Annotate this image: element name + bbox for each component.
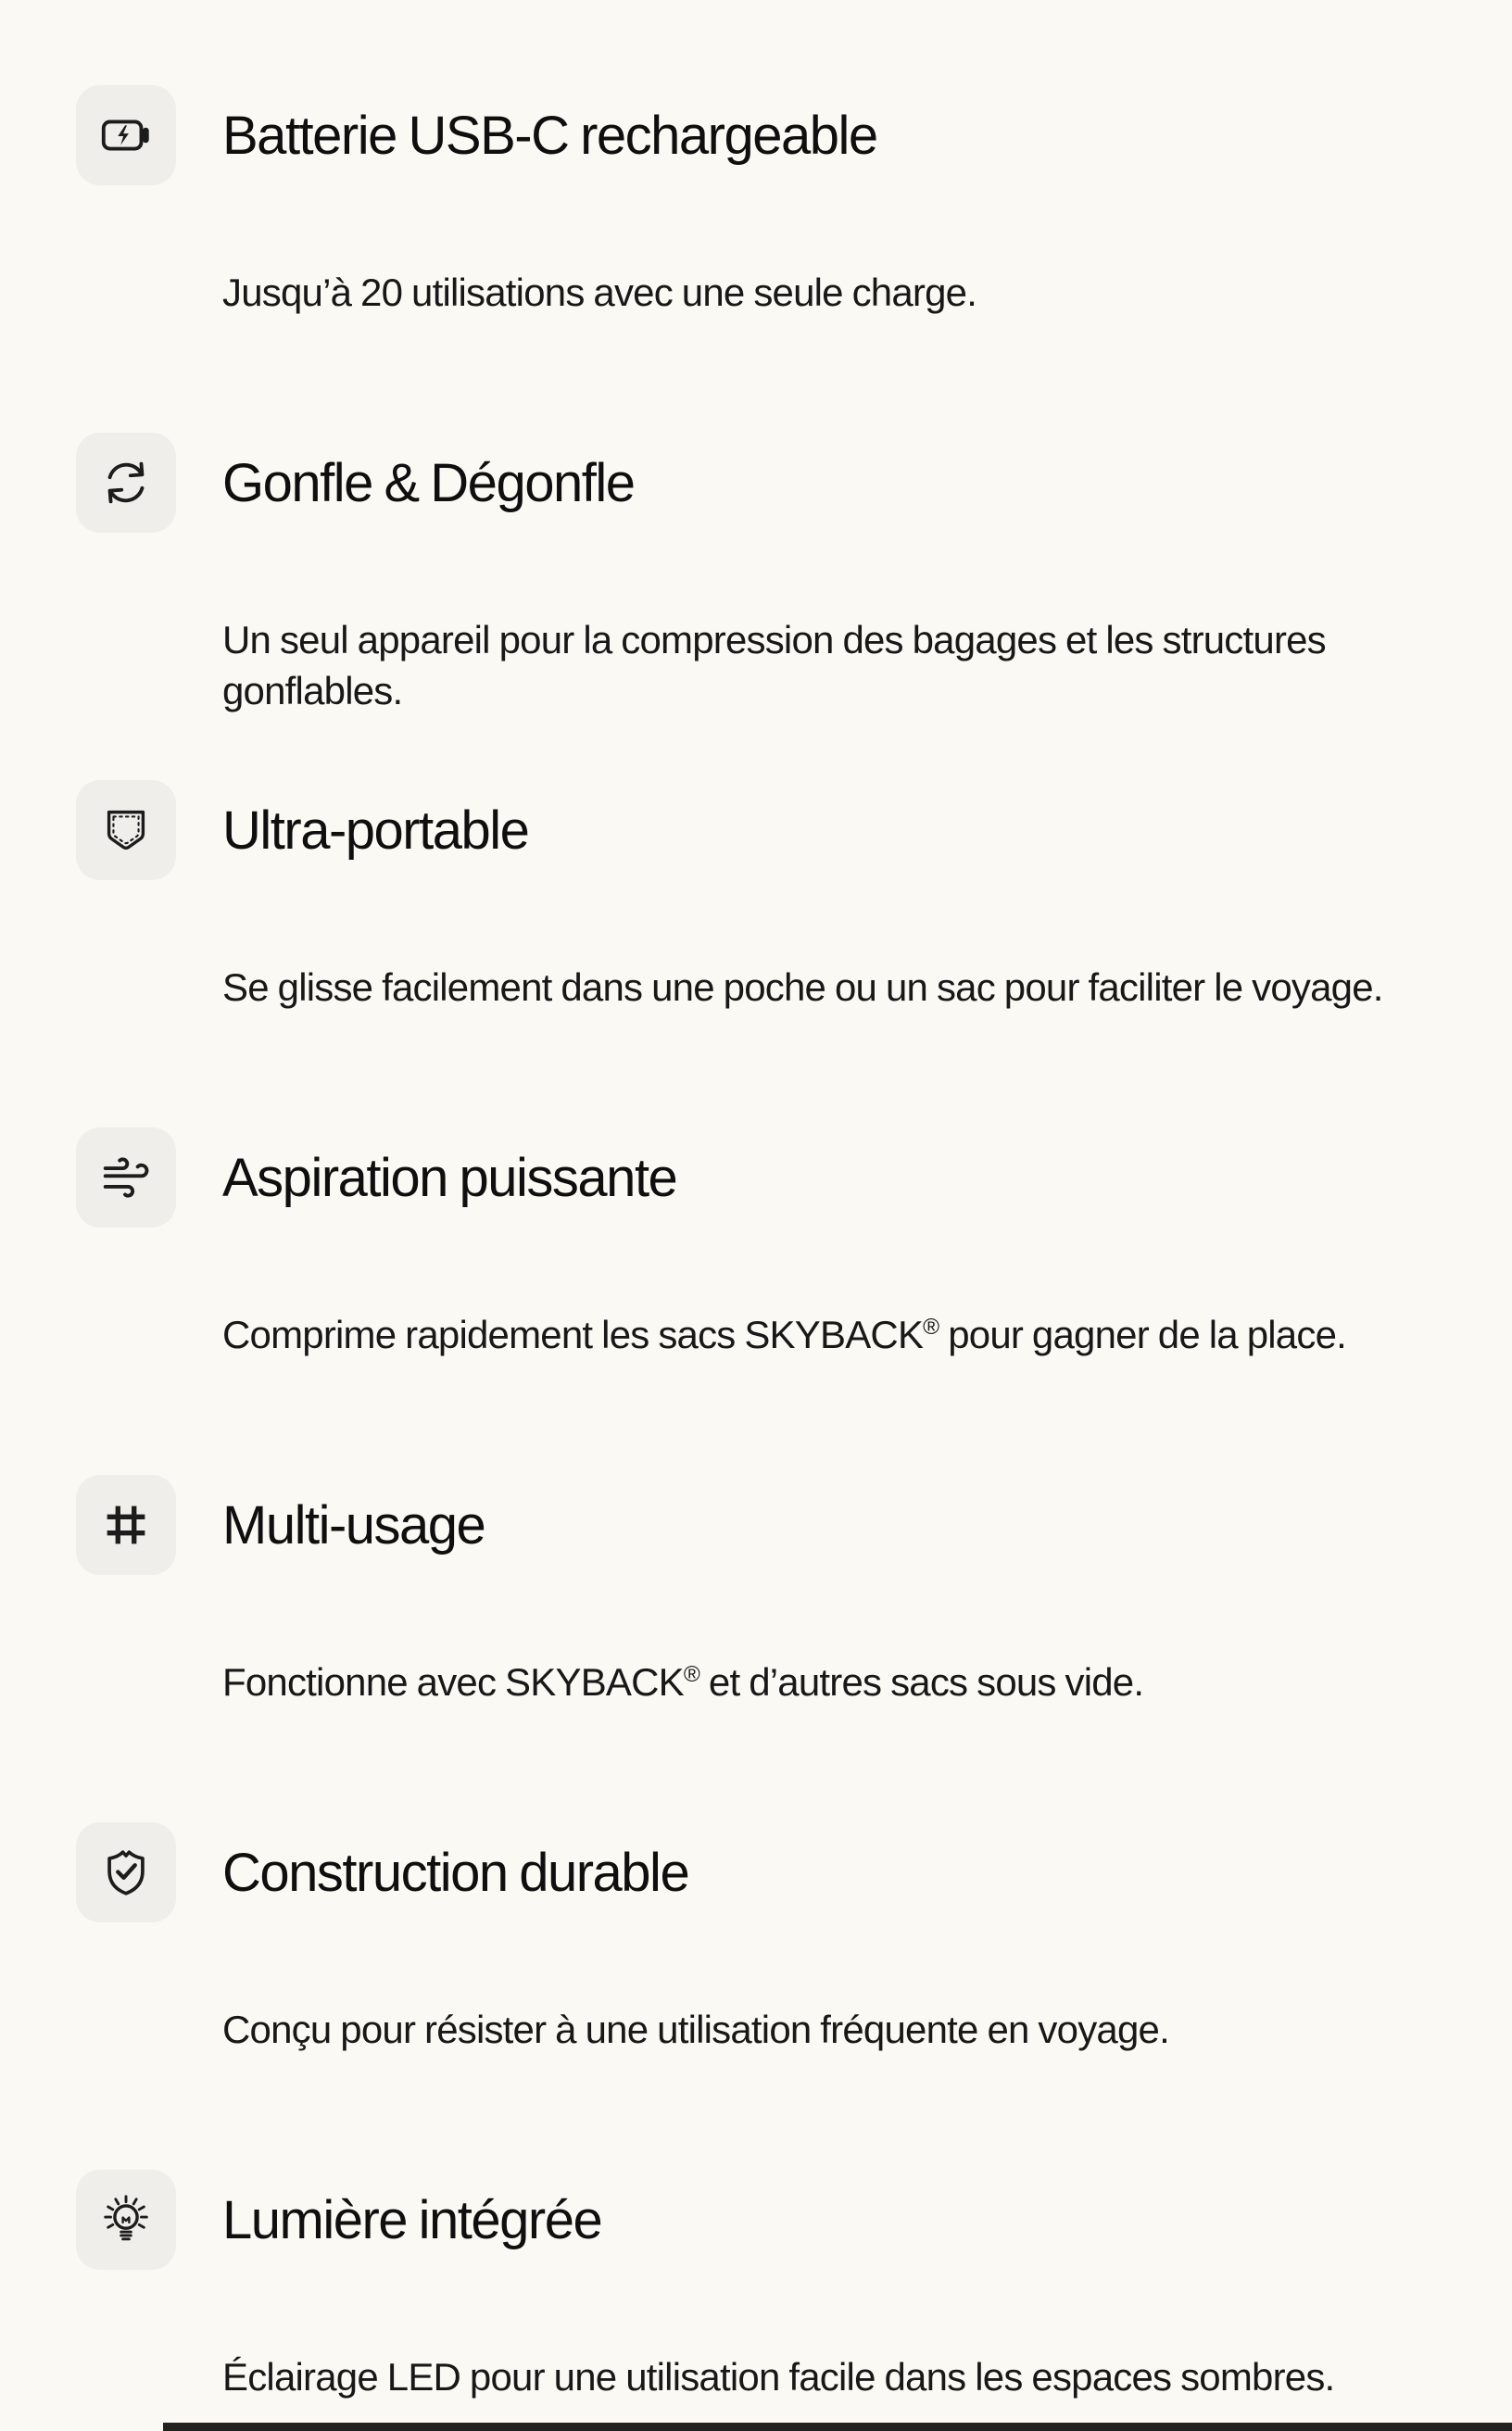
feature-header [76, 780, 1512, 880]
feature-item [76, 85, 1512, 433]
product-features-section [76, 85, 1512, 2431]
feature-header [76, 1822, 1512, 1922]
feature-header [76, 433, 1512, 533]
feature-description-text: Conçu pour résister à une utilisation fréquente en voyage. [222, 2008, 1169, 2051]
feature-icon-tile [76, 433, 176, 533]
feature-icon-tile [76, 1475, 176, 1575]
feature-description-text: Jusqu’à 20 utilisations avec une seule charge. [222, 271, 977, 314]
feature-description-text: Fonctionne avec SKYBACK [222, 1660, 684, 1704]
feature-title: Aspiration puissante [222, 1147, 677, 1208]
pocket-icon [97, 801, 155, 859]
feature-item [76, 2170, 1512, 2431]
feature-header [76, 1127, 1512, 1228]
feature-item [76, 1822, 1512, 2170]
feature-description [222, 614, 1512, 716]
registered-trademark-symbol: ® [683, 1662, 700, 1687]
feature-description [222, 267, 1512, 318]
feature-description [222, 1656, 1512, 1707]
feature-description [222, 1309, 1512, 1360]
feature-item [76, 1127, 1512, 1475]
feature-description [222, 2004, 1512, 2055]
feature-icon-tile [76, 1822, 176, 1922]
feature-title: Construction durable [222, 1842, 689, 1903]
feature-title: Ultra-portable [222, 800, 529, 861]
feature-icon-tile [76, 780, 176, 880]
feature-icon-tile [76, 85, 176, 185]
feature-header [76, 2170, 1512, 2270]
registered-trademark-symbol: ® [923, 1315, 939, 1340]
feature-title: Multi-usage [222, 1494, 485, 1556]
feature-title: Gonfle & Dégonfle [222, 452, 635, 513]
feature-description-text: pour gagner de la place. [939, 1313, 1346, 1356]
feature-description-text: Se glisse facilement dans une poche ou un sac pour faciliter le voyage. [222, 965, 1383, 1009]
feature-icon-tile [76, 2170, 176, 2270]
feature-title: Batterie USB-C rechargeable [222, 105, 877, 166]
shield-check-icon [97, 1844, 155, 1901]
feature-description-text: et d’autres sacs sous vide. [699, 1660, 1144, 1704]
feature-icon-tile [76, 1127, 176, 1228]
next-section-edge [163, 2423, 1512, 2431]
lightbulb-icon [97, 2191, 155, 2248]
feature-description-text: Éclairage LED pour une utilisation facile dans les espaces sombres. [222, 2355, 1335, 2399]
feature-header [76, 85, 1512, 185]
feature-item [76, 1475, 1512, 1822]
feature-item [76, 433, 1512, 780]
cycle-arrows-icon [97, 454, 155, 511]
feature-header [76, 1475, 1512, 1575]
grid-icon [97, 1496, 155, 1554]
feature-item [76, 780, 1512, 1127]
feature-description [222, 2351, 1512, 2402]
feature-description-text: Comprime rapidement les sacs SKYBACK [222, 1313, 924, 1356]
feature-description [222, 962, 1512, 1013]
feature-title: Lumière intégrée [222, 2189, 602, 2250]
battery-charging-icon [97, 107, 155, 164]
wind-icon [97, 1149, 155, 1206]
feature-description-text: Un seul appareil pour la compression des bagages et les structures gonflables. [222, 618, 1326, 712]
